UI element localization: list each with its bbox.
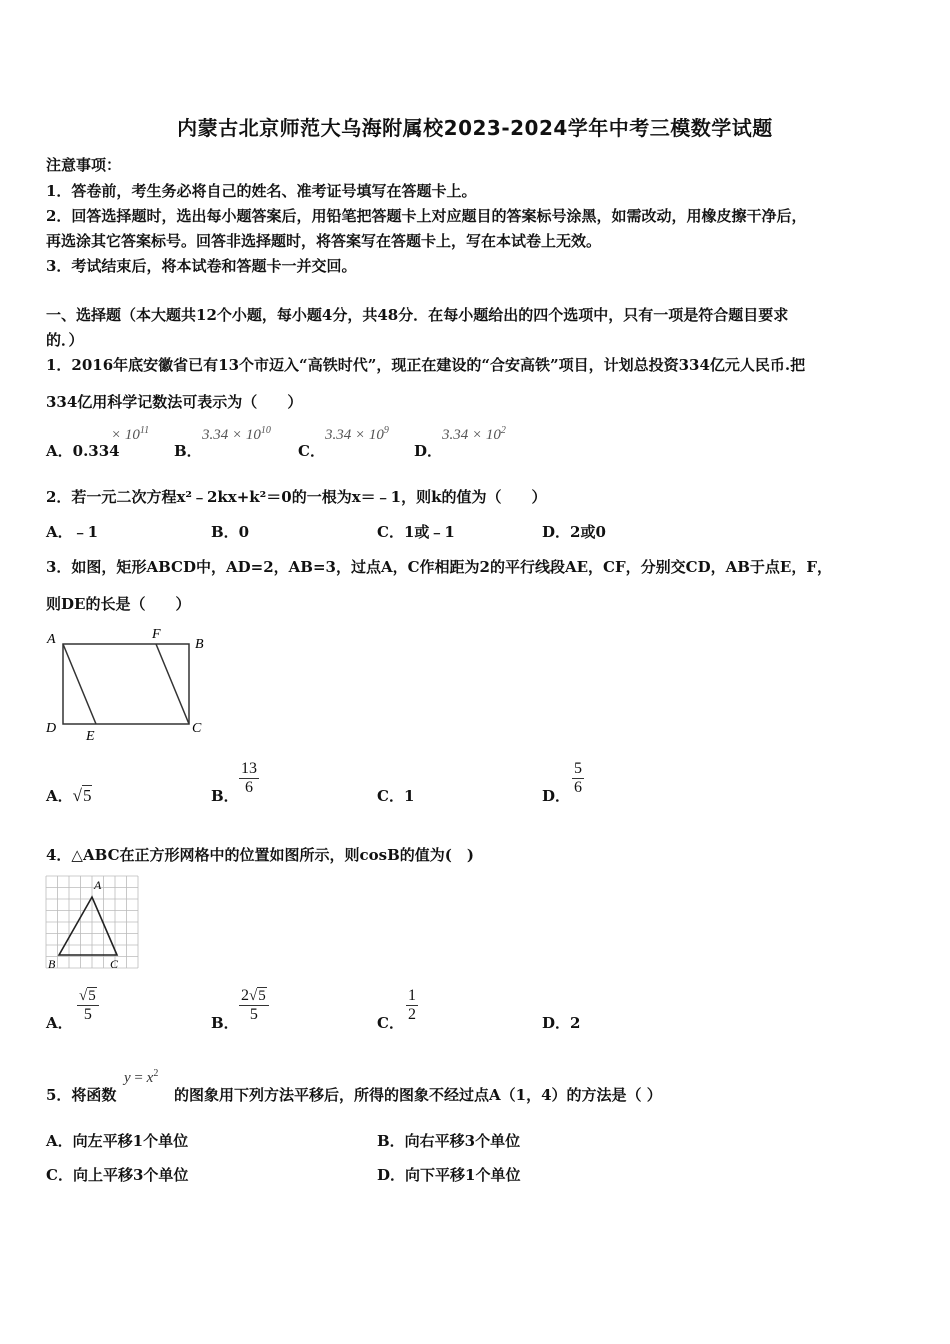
q1-option-c-label: C． [298,442,325,460]
q4-option-b-denominator: 5 [239,1005,269,1024]
q3-option-a-label: A． [46,787,73,805]
q3-option-a-radicand: 5 [82,786,92,805]
q4-option-d: D．2 [542,1014,581,1032]
q1-option-a [46,440,120,461]
q2-option-d: D．2或0 [542,523,606,541]
q1-option-b-label: B． [174,442,202,460]
q1-option-a-base: × 10 [111,427,140,443]
q1-option-b-base: 3.34 × 10 [202,427,261,443]
q1-option-d-exp: 2 [500,425,506,436]
question-4-stem: 4．△ABC在正方形网格中的位置如图所示，则cosB的值为( ) [46,846,474,864]
q1-option-c-base: 3.34 × 10 [325,427,384,443]
q4-option-a-label: A． [46,1014,73,1032]
section-heading-line-2: 的．） [46,331,84,349]
q3-option-d-numerator: 5 [574,760,582,777]
question-3-line-1: 3．如图，矩形ABCD中，AD=2，AB=3，过点A，C作相距为2的平行线段AE，CF，分别交CD，AB于点E，F， [46,558,832,576]
q4-option-c-label: C． [377,1014,404,1032]
label-b: B [195,637,204,652]
q1-option-c-expr [325,424,389,444]
q3-option-c: C．1 [377,787,415,805]
label-e: E [86,729,95,742]
label-d: D [46,721,57,736]
q4-option-c-denominator: 2 [408,1006,416,1023]
q3-option-a [46,785,92,806]
q4-option-a-radicand: 5 [88,988,96,1004]
grid-label-a: A [94,878,102,892]
q5-func-y: y [124,1070,131,1086]
notice-item-1: 1．答卷前，考生务必将自己的姓名、准考证号填写在答题卡上。 [46,182,477,200]
q3-option-d-fraction [572,760,584,797]
question-1-line-2: 334亿用科学记数法可表示为（ ） [46,393,303,411]
notice-item-2-line-2: 再选涂其它答案标号。回答非选择题时，将答案写在答题卡上，写在本试卷上无效。 [46,232,602,250]
segment-cf [156,644,189,724]
q4-option-a-fraction [77,987,99,1024]
q1-option-a-label: A．0.334 [46,442,120,460]
section-heading-line-1: 一、选择题（本大题共12个小题，每小题4分，共48分．在每小题给出的四个选项中，只有一项是符合题目要求 [46,306,789,324]
q4-option-b-coefficient: 2 [241,987,249,1004]
q1-option-a-exp: 11 [139,425,150,436]
q2-option-b: B．0 [211,523,250,541]
question-5-suffix: 的图象用下列方法平移后，所得的图象不经过点A（1，4）的方法是（ ） [174,1086,662,1104]
q4-option-b-fraction [239,987,269,1024]
q4-option-c-numerator: 1 [408,987,416,1004]
q3-option-b-numerator: 13 [241,760,257,777]
rectangle-abcd [63,644,189,724]
q1-option-d-label: D． [414,442,443,460]
q1-option-d-expr [442,424,506,444]
q5-func-exp: 2 [153,1068,159,1079]
q4-option-b-numerator: 2√5 [241,987,266,1004]
grid-label-b: B [48,957,56,971]
q3-option-b-fraction [239,760,259,797]
q5-option-a: A．向左平移1个单位 [46,1132,189,1150]
q1-option-b-expr [202,424,271,444]
label-a: A [47,632,56,647]
q5-function-expr [124,1068,158,1087]
q2-option-a: A．﹣1 [46,523,99,541]
q3-option-d-denominator: 6 [574,779,582,796]
segment-ae [63,644,96,724]
q5-func-eq: = [130,1070,147,1086]
q3-option-a-sqrt: √5 [72,786,92,805]
notice-heading: 注意事项： [46,156,122,174]
q5-option-d: D．向下平移1个单位 [377,1166,521,1184]
q4-option-c-fraction [406,987,418,1024]
label-f: F [152,627,161,642]
q2-option-c: C．1或﹣1 [377,523,455,541]
notice-item-3: 3．考试结束后，将本试卷和答题卡一并交回。 [46,257,357,275]
q4-option-a-denominator: 5 [77,1005,99,1024]
question-3-line-2: 则DE的长是（ ） [46,595,191,613]
q3-option-b-denominator: 6 [239,778,259,797]
q1-option-c-exp: 9 [383,425,389,436]
q1-option-d-base: 3.34 × 10 [442,427,501,443]
q3-option-b-label: B． [211,787,239,805]
label-c: C [192,721,202,736]
notice-item-2-line-1: 2．回答选择题时，选出每小题答案后，用铅笔把答题卡上对应题目的答案标号涂黑，如需改动，用橡皮擦干净后， [46,207,807,225]
q4-option-a-numerator: √5 [79,988,96,1004]
q1-option-b-exp: 10 [260,425,271,436]
q4-grid-figure [44,874,144,974]
page-title: 内蒙古北京师范大乌海附属校2023-2024学年中考三模数学试题 [177,116,773,140]
question-1-line-1: 1．2016年底安徽省已有13个市迈入“高铁时代”，现正在建设的“合安高铁”项目，计划总投资334亿元人民币.把 [46,356,806,374]
q5-option-c: C．向上平移3个单位 [46,1166,189,1184]
q5-option-b: B．向右平移3个单位 [377,1132,521,1150]
q4-option-b-radicand: 5 [258,988,266,1004]
q5-func-x: x [146,1070,154,1086]
triangle-abc [59,897,117,955]
q3-option-d-label: D． [542,787,571,805]
question-5-prefix: 5．将函数 [46,1086,117,1104]
q4-option-b-label: B． [211,1014,239,1032]
question-2-stem: 2．若一元二次方程x²﹣2kx+k²＝0的一根为x＝﹣1，则k的值为（ ） [46,488,547,506]
q1-option-a-expr [111,424,149,444]
grid-label-c: C [110,957,119,971]
q3-rectangle-figure [44,624,210,742]
